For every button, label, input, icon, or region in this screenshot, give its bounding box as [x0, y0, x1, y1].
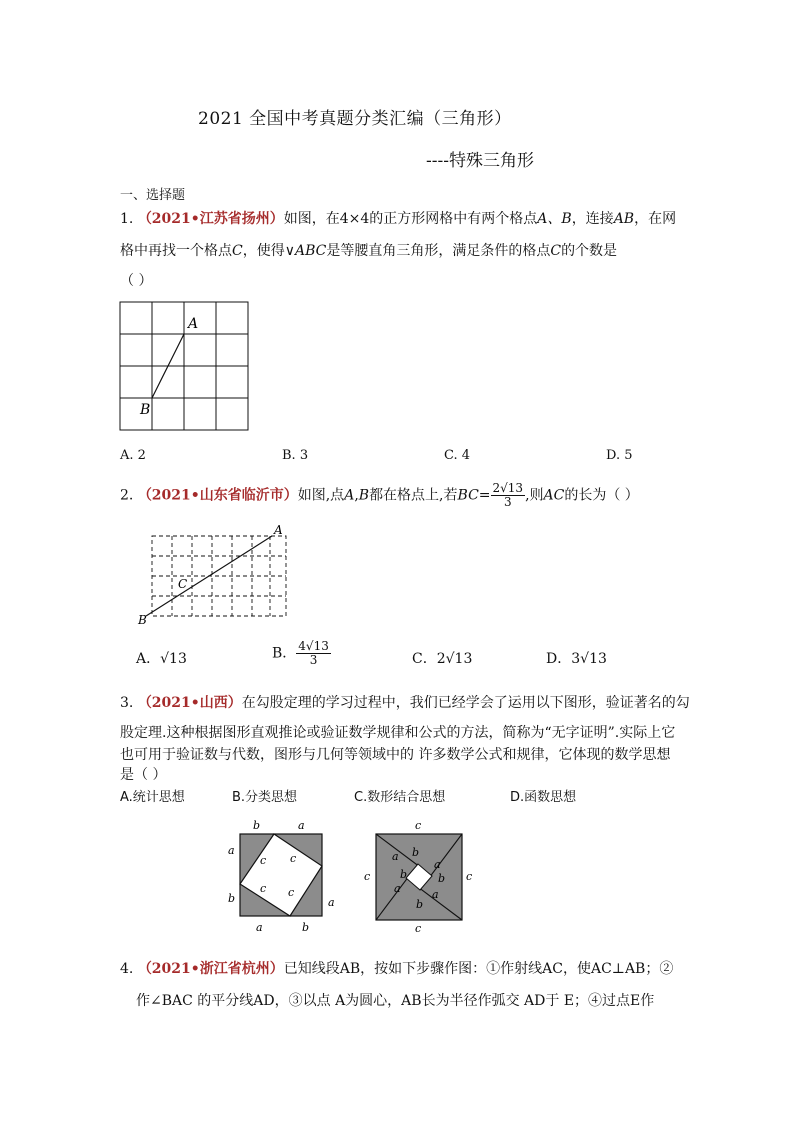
q1-answer-paren: （ ）	[120, 273, 153, 289]
q2-number: 2.	[120, 487, 134, 504]
q1-option-b: B. 3	[282, 448, 309, 463]
svg-text:b: b	[302, 921, 310, 934]
q3-line3: 也可用于验证数与代数，图形与几何等领域中的 许多数学公式和规律，它体现的数学思想	[120, 747, 671, 763]
q1-label-A: A	[188, 316, 199, 332]
svg-text:c: c	[415, 819, 422, 832]
q2-option-c: C．2√13	[412, 651, 473, 667]
q3-line4: 是（ ）	[120, 767, 167, 783]
svg-text:a: a	[228, 844, 235, 857]
svg-text:b: b	[228, 892, 236, 905]
q1-number: 1.	[120, 211, 134, 227]
svg-text:c: c	[290, 852, 297, 865]
q2-label-C: C	[178, 577, 188, 591]
svg-text:b: b	[400, 868, 408, 881]
q1-option-d: D. 5	[606, 448, 633, 463]
svg-text:c: c	[288, 886, 295, 899]
svg-text:a: a	[432, 888, 439, 901]
svg-text:b: b	[416, 898, 424, 911]
q1-option-a: A. 2	[120, 448, 146, 463]
svg-text:c: c	[364, 870, 371, 883]
q3-figure-2	[360, 816, 480, 936]
q2-opt-a-value: √13	[160, 651, 187, 667]
q1-option-c: C. 4	[444, 448, 471, 463]
svg-text:b: b	[412, 846, 420, 859]
q3-source: （2021•山西）	[137, 695, 242, 711]
svg-text:a: a	[394, 882, 401, 895]
svg-text:b: b	[253, 819, 261, 832]
svg-text:a: a	[392, 850, 399, 863]
svg-text:c: c	[260, 854, 267, 867]
q2-source: （2021•山东省临沂市）	[137, 487, 298, 504]
svg-text:c: c	[415, 922, 422, 935]
q1-label-B: B	[140, 402, 151, 418]
q2-label-A: A	[274, 523, 283, 537]
q3-option-a: A.统计思想	[120, 790, 185, 805]
q3-option-c: C.数形结合思想	[354, 790, 446, 805]
svg-text:a: a	[298, 819, 305, 832]
q1-line2: 格中再找一个格点C，使得∨ABC是等腰直角三角形，满足条件的格点C的个数是	[120, 243, 618, 259]
q3-line1: 3. （2021•山西）在勾股定理的学习过程中，我们已经学会了运用以下图形，验证著名的勾	[120, 695, 690, 711]
q4-line2: 作∠BAC 的平分线AD，③以点 A为圆心，AB长为半径作弧交 AD于 E；④过点E作	[136, 993, 655, 1009]
svg-text:a: a	[256, 921, 263, 934]
q1-grid-figure	[118, 300, 258, 434]
q3-line2: 股定理.这种根据图形直观推论或验证数学规律和公式的方法，简称为“无字证明”.实际上它	[120, 725, 676, 741]
svg-text:c: c	[260, 882, 267, 895]
q2-grid-figure	[136, 520, 296, 628]
q2-label-B: B	[138, 613, 147, 627]
q3-option-b: B.分类思想	[232, 790, 298, 805]
section-heading: 一、选择题	[120, 188, 186, 203]
q1-source: （2021•江苏省扬州）	[137, 211, 284, 227]
q4-line1: 4. （2021•浙江省杭州）已知线段AB，按如下步骤作图：①作射线AC，使AC⊥AB；②	[120, 961, 674, 977]
q2-option-d: D．3√13	[546, 651, 607, 667]
q2-fraction: $\frac{2√13}{3}$	[492, 481, 524, 510]
q2-option-a: A．√13	[136, 651, 187, 667]
page-title: 2021 全国中考真题分类汇编（三角形）	[198, 109, 512, 129]
q1-line1: 1. （2021•江苏省扬州）如图，在4×4的正方形网格中有两个格点A、B，连接AB，在网	[120, 211, 677, 227]
q4-source: （2021•浙江省杭州）	[137, 961, 284, 977]
q4-number: 4.	[120, 961, 134, 977]
q3-option-d: D.函数思想	[510, 790, 577, 805]
q2-option-b: B． $\frac{4√13}{3}$	[272, 639, 329, 668]
q2-line1: 2. （2021•山东省临沂市）如图,点A,B都在格点上,若BC= $\frac{2√13}{3}$ ,则AC的长为（ ）	[120, 481, 639, 510]
svg-text:c: c	[466, 870, 473, 883]
svg-text:a: a	[328, 896, 335, 909]
svg-text:a: a	[434, 858, 441, 871]
svg-text:b: b	[438, 872, 446, 885]
q3-number: 3.	[120, 695, 134, 711]
q3-figure-1	[220, 816, 340, 936]
page-subtitle: ----特殊三角形	[426, 151, 534, 171]
